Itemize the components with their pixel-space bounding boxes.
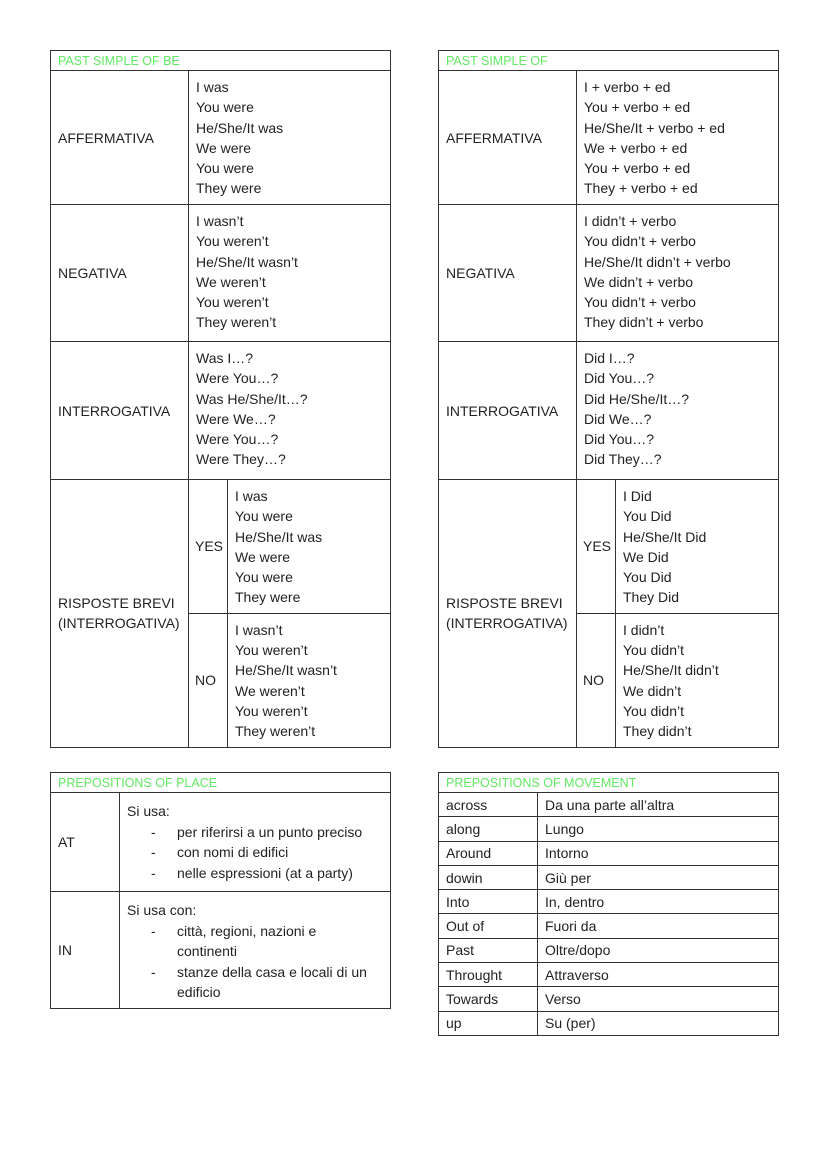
preposition-in: IN — [51, 892, 120, 1009]
short-answers-label: RISPOSTE BREVI — [446, 595, 563, 612]
preposition-it: Verso — [538, 987, 779, 1011]
table-row — [439, 890, 779, 914]
preposition-en: along — [439, 817, 538, 841]
usage-list — [127, 921, 390, 1003]
form-line: I wasn’t — [196, 213, 244, 229]
preposition-en: Throught — [439, 963, 538, 987]
form-line: Were You…? — [196, 431, 279, 448]
no-answers — [616, 613, 779, 747]
preposition-it: Lungo — [538, 817, 779, 841]
preposition-it: Fuori da — [538, 914, 779, 938]
answer-line: You Did — [623, 508, 672, 525]
preposition-en: Out of — [439, 914, 538, 938]
usage-item-line: - città, regioni, nazioni e — [177, 922, 317, 939]
at-usage — [120, 793, 391, 892]
preposition-it: Giù per — [538, 865, 779, 889]
answer-line: You were — [235, 508, 293, 525]
usage-item: - per riferirsi a un punto preciso — [151, 822, 390, 843]
no-label: NO — [189, 613, 228, 747]
interrogative-forms — [189, 342, 391, 480]
form-line: You didn’t + verbo — [584, 233, 696, 250]
preposition-en: Around — [439, 841, 538, 865]
answer-line: He/She/It wasn’t — [235, 662, 337, 679]
table-row — [439, 841, 779, 865]
past-simple-of-table — [438, 50, 779, 748]
form-line: They didn’t + verbo — [584, 314, 704, 331]
row-label-affirmative: AFFERMATIVA — [51, 71, 189, 205]
prepositions-place-table — [50, 772, 391, 1009]
table-row — [439, 817, 779, 841]
form-line: Did I…? — [584, 350, 635, 366]
form-line: He/She/It wasn’t — [196, 253, 298, 270]
negative-forms — [577, 205, 779, 342]
answer-line: You were — [235, 569, 293, 586]
usage-item — [151, 921, 390, 962]
yes-answers — [228, 480, 391, 614]
answer-line: You didn’t — [623, 702, 684, 719]
answer-line: They weren’t — [235, 723, 316, 740]
short-answers-sublabel: (INTERROGATIVA) — [58, 615, 180, 632]
row-label-short-answers — [439, 480, 577, 748]
form-line: We weren’t — [196, 273, 266, 290]
preposition-en: Past — [439, 938, 538, 962]
answer-line: He/She/It was — [235, 528, 323, 545]
form-line: We were — [196, 139, 251, 156]
answer-line: We Did — [623, 548, 669, 565]
preposition-it: In, dentro — [538, 890, 779, 914]
row-label-interrogative: INTERROGATIVA — [439, 342, 577, 480]
row-label-interrogative: INTERROGATIVA — [51, 342, 189, 480]
yes-answers — [616, 480, 779, 614]
form-line: You were — [196, 99, 254, 116]
table-row — [439, 865, 779, 889]
row-label-negative: NEGATIVA — [51, 205, 189, 342]
past-simple-be-table — [50, 50, 391, 748]
answer-line: You Did — [623, 569, 672, 586]
table-row — [439, 793, 779, 817]
table-title: PREPOSITIONS OF PLACE — [51, 773, 391, 793]
form-line: You didn’t + verbo — [584, 294, 696, 311]
row-label-short-answers — [51, 480, 189, 748]
row-label-negative: NEGATIVA — [439, 205, 577, 342]
form-line: You weren’t — [196, 233, 269, 250]
preposition-en: dowin — [439, 865, 538, 889]
row-label-affirmative: AFFERMATIVA — [439, 71, 577, 205]
answer-line: He/She/It didn’t — [623, 662, 719, 679]
usage-item — [151, 962, 390, 1003]
preposition-en: Towards — [439, 987, 538, 1011]
form-line: Did They…? — [584, 451, 662, 468]
answer-line: I didn’t — [623, 621, 665, 638]
table-row — [439, 963, 779, 987]
preposition-it: Intorno — [538, 841, 779, 865]
usage-intro: Si usa con: — [127, 902, 197, 918]
usage-item: - nelle espressioni (at a party) — [151, 863, 390, 884]
form-line: I was — [196, 79, 229, 95]
affirmative-forms — [577, 71, 779, 205]
yes-label: YES — [577, 480, 616, 614]
preposition-en: Into — [439, 890, 538, 914]
no-answers — [228, 613, 391, 747]
answer-line: I was — [235, 488, 268, 504]
form-line: I didn’t + verbo — [584, 213, 677, 229]
usage-item-line: continenti — [177, 943, 237, 959]
answer-line: He/She/It Did — [623, 528, 707, 545]
preposition-en: across — [439, 793, 538, 817]
usage-intro: Si usa: — [127, 803, 170, 819]
in-usage — [120, 892, 391, 1009]
yes-label: YES — [189, 480, 228, 614]
table-row — [439, 914, 779, 938]
preposition-it: Su (per) — [538, 1011, 779, 1035]
form-line: Did We…? — [584, 410, 652, 427]
form-line: He/She/It was — [196, 119, 284, 136]
form-line: He/She/It didn’t + verbo — [584, 253, 731, 270]
usage-item-line: - stanze della casa e locali di un — [177, 963, 367, 980]
answer-line: I Did — [623, 488, 652, 504]
form-line: He/She/It + verbo + ed — [584, 119, 725, 136]
table-row — [439, 1011, 779, 1035]
form-line: I + verbo + ed — [584, 79, 671, 95]
table-title: PAST SIMPLE OF BE — [51, 51, 391, 71]
preposition-it: Oltre/dopo — [538, 938, 779, 962]
no-label: NO — [577, 613, 616, 747]
short-answers-label: RISPOSTE BREVI — [58, 595, 175, 612]
form-line: Did You…? — [584, 370, 655, 387]
form-line: We didn’t + verbo — [584, 273, 694, 290]
interrogative-forms — [577, 342, 779, 480]
affirmative-forms — [189, 71, 391, 205]
usage-item-line: edificio — [177, 984, 221, 1000]
usage-list — [127, 822, 390, 884]
table-row — [439, 938, 779, 962]
form-line: Were You…? — [196, 370, 279, 387]
answer-line: You weren’t — [235, 642, 308, 659]
answer-line: They didn’t — [623, 723, 692, 740]
preposition-it: Da una parte all’altra — [538, 793, 779, 817]
table-row — [439, 987, 779, 1011]
answer-line: We weren’t — [235, 682, 305, 699]
form-line: We + verbo + ed — [584, 139, 688, 156]
table-title: PREPOSITIONS OF MOVEMENT — [439, 773, 779, 793]
negative-forms — [189, 205, 391, 342]
form-line: You were — [196, 160, 254, 177]
answer-line: They Did — [623, 589, 680, 606]
form-line: They + verbo + ed — [584, 180, 698, 197]
form-line: Was I…? — [196, 350, 254, 366]
prepositions-movement-table — [438, 772, 779, 1036]
table-title: PAST SIMPLE OF — [439, 51, 779, 71]
answer-line: We didn’t — [623, 682, 682, 699]
answer-line: You weren’t — [235, 702, 308, 719]
form-line: They weren’t — [196, 314, 277, 331]
form-line: Were They…? — [196, 451, 286, 468]
answer-line: We were — [235, 548, 290, 565]
preposition-at: AT — [51, 793, 120, 892]
form-line: You weren’t — [196, 294, 269, 311]
usage-item: - con nomi di edifici — [151, 842, 390, 863]
form-line: Was He/She/It…? — [196, 390, 308, 407]
answer-line: They were — [235, 589, 301, 606]
form-line: Were We…? — [196, 410, 276, 427]
form-line: Did He/She/It…? — [584, 390, 690, 407]
form-line: You + verbo + ed — [584, 160, 691, 177]
form-line: They were — [196, 180, 262, 197]
answer-line: I wasn’t — [235, 621, 283, 638]
answer-line: You didn’t — [623, 642, 684, 659]
short-answers-sublabel: (INTERROGATIVA) — [446, 615, 568, 632]
preposition-en: up — [439, 1011, 538, 1035]
form-line: You + verbo + ed — [584, 99, 691, 116]
form-line: Did You…? — [584, 431, 655, 448]
preposition-it: Attraverso — [538, 963, 779, 987]
